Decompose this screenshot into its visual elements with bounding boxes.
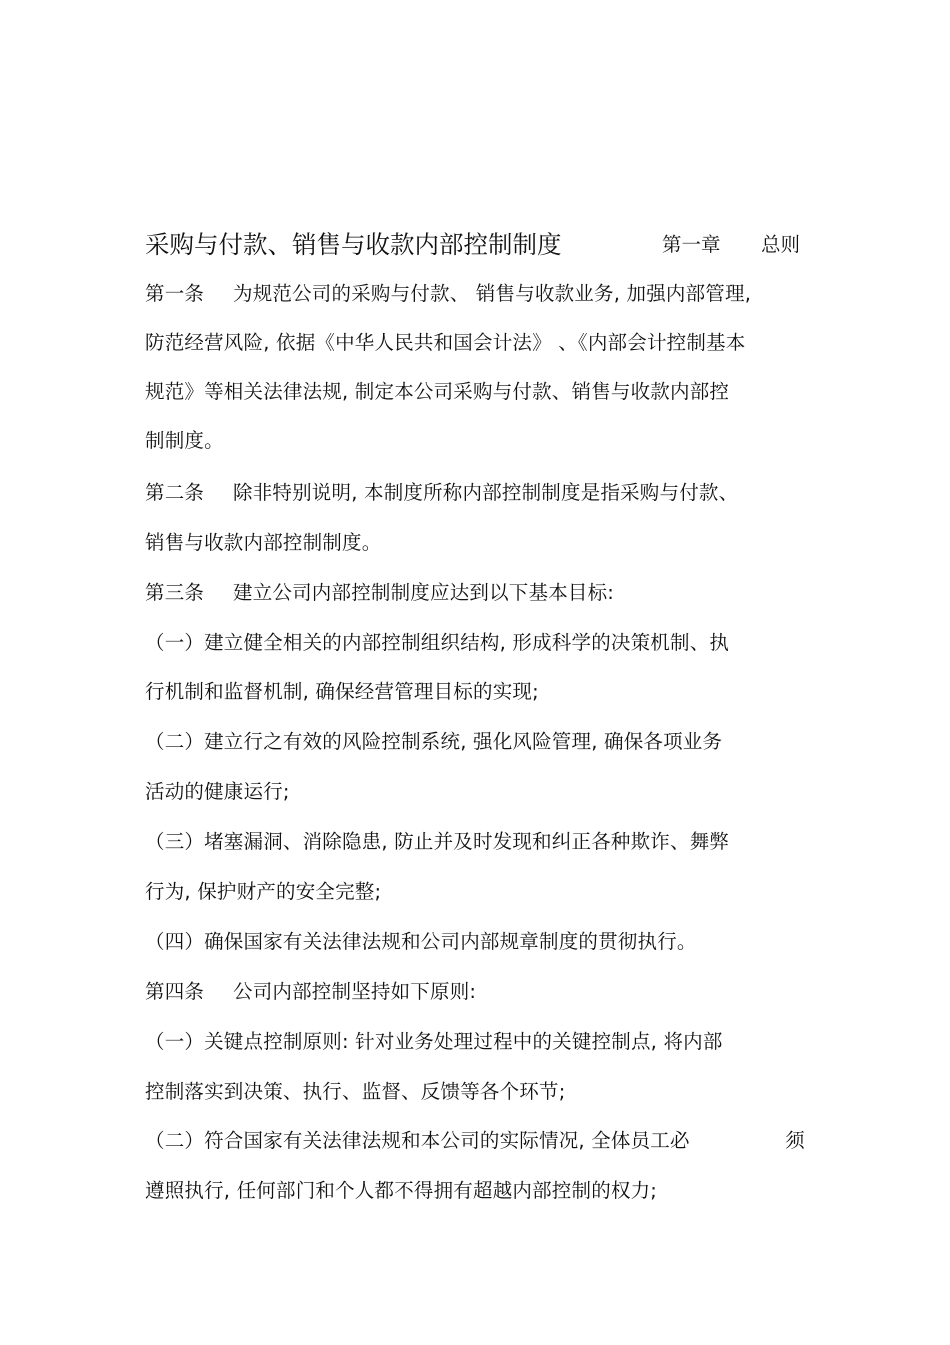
paragraph-line: 行机制和监督机制, 确保经营管理目标的实现;: [145, 680, 539, 703]
paragraph-line: 防范经营风险, 依据《中华人民共和国会计法》 、《内部会计控制基本: [145, 331, 746, 354]
list-item-line: （四）确保国家有关法律法规和公司内部规章制度的贯彻执行。: [145, 930, 697, 953]
list-item-line: （一）关键点控制原则: 针对业务处理过程中的关键控制点, 将内部: [145, 1030, 723, 1053]
paragraph-line: 遵照执行, 任何部门和个人都不得拥有超越内部控制的权力;: [145, 1179, 658, 1202]
paragraph-line: 控制落实到决策、执行、监督、反馈等各个环节;: [145, 1080, 566, 1103]
list-item-line: [145, 1128, 805, 1154]
article-1-line-1: [145, 281, 751, 307]
article-number: 第一条: [145, 282, 205, 305]
article-4-line-1: [145, 979, 476, 1005]
article-number: 第二条: [145, 481, 205, 504]
article-2-line-1: [145, 480, 738, 506]
paragraph-line: 制制度。: [145, 429, 224, 452]
paragraph-line: 规范》等相关法律法规, 制定本公司采购与付款、销售与收款内部控: [145, 380, 730, 403]
article-number: 第三条: [145, 581, 205, 604]
list-item-line: （三）堵塞漏洞、消除隐患, 防止并及时发现和纠正各种欺诈、舞弊: [145, 830, 730, 853]
title-row: [145, 228, 805, 262]
article-text: 建立公司内部控制制度应达到以下基本目标:: [233, 581, 615, 604]
line-text: （二）符合国家有关法律法规和本公司的实际情况, 全体员工必: [145, 1129, 690, 1152]
paragraph-line: 销售与收款内部控制制度。: [145, 531, 382, 554]
line-tail: 须: [785, 1129, 805, 1152]
list-item-line: （一）建立健全相关的内部控制组织结构, 形成科学的决策机制、执: [145, 631, 730, 654]
paragraph-line: 活动的健康运行;: [145, 780, 290, 803]
article-text: 公司内部控制坚持如下原则:: [233, 980, 477, 1003]
chapter-name: 总则: [761, 233, 801, 256]
article-3-line-1: [145, 580, 614, 606]
article-text: 除非特别说明, 本制度所称内部控制制度是指采购与付款、: [233, 481, 739, 504]
document-title: 采购与付款、销售与收款内部控制制度: [145, 230, 562, 259]
list-item-line: （二）建立行之有效的风险控制系统, 强化风险管理, 确保各项业务: [145, 730, 723, 753]
chapter-label: 第一章: [662, 233, 721, 256]
article-text: 为规范公司的采购与付款、 销售与收款业务, 加强内部管理,: [233, 282, 752, 305]
paragraph-line: 行为, 保护财产的安全完整;: [145, 880, 382, 903]
article-number: 第四条: [145, 980, 205, 1003]
